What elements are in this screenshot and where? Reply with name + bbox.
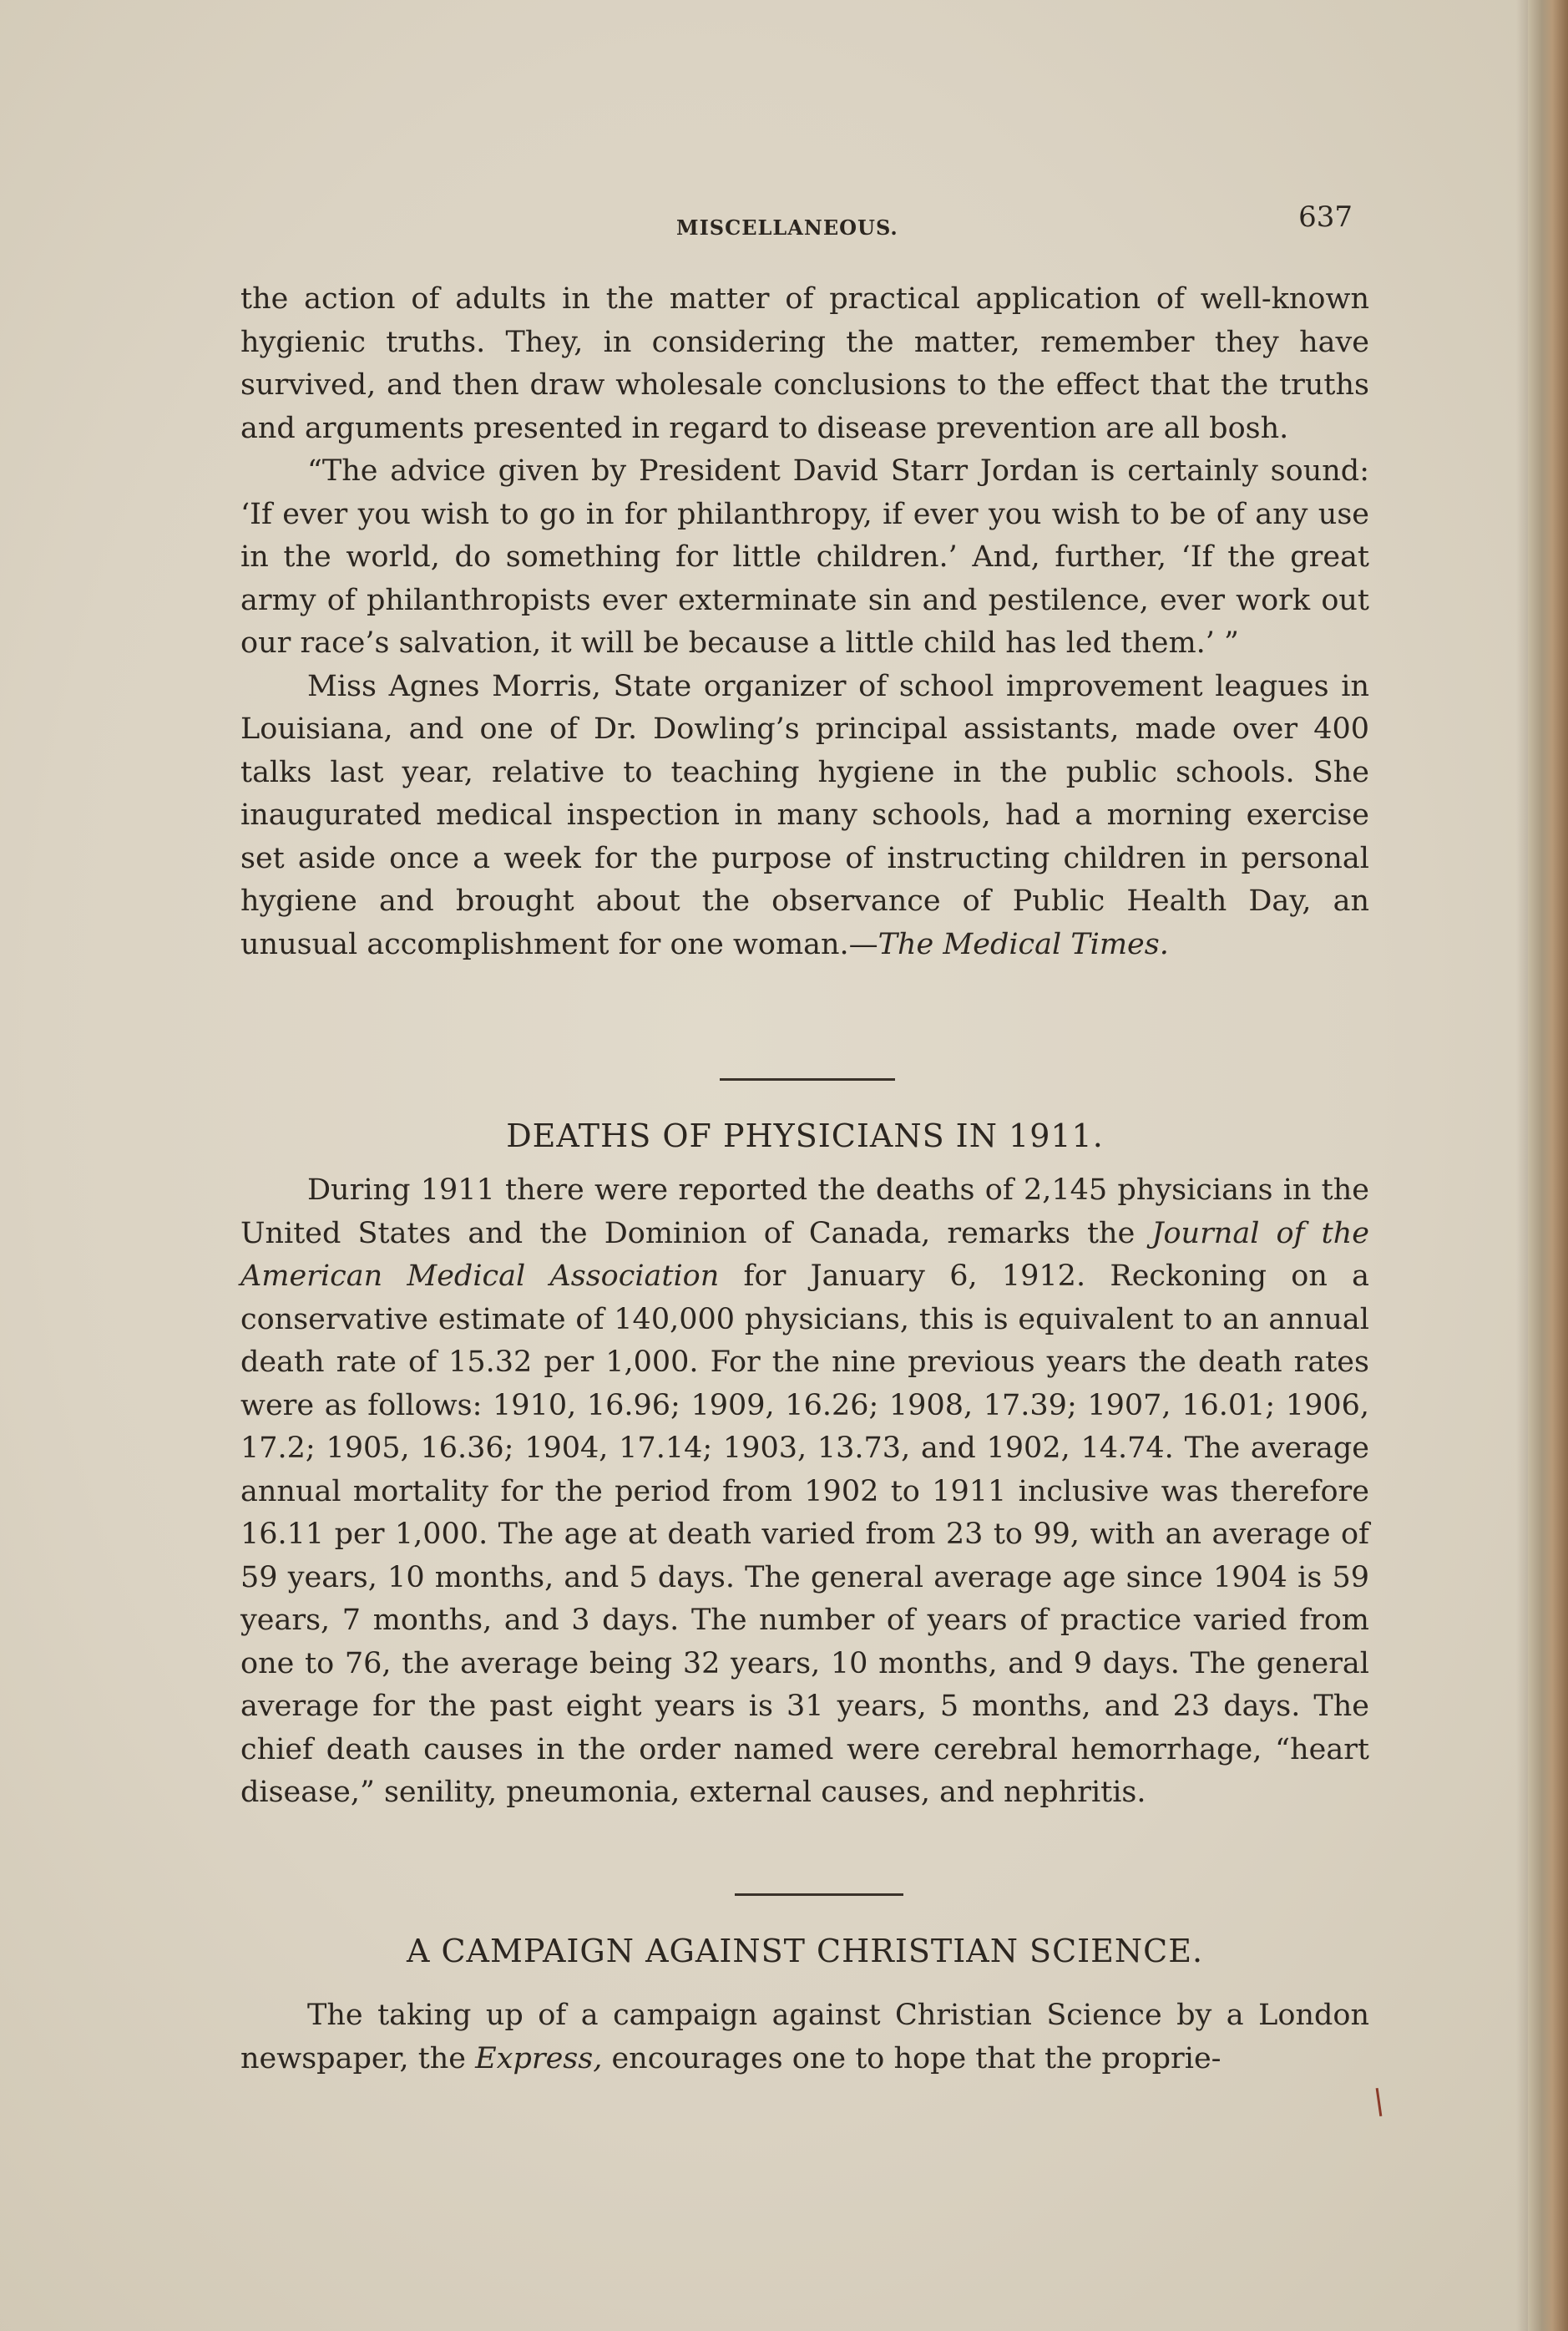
running-head: MISCELLANEOUS. xyxy=(676,215,898,240)
pen-mark xyxy=(1376,2088,1383,2116)
section-deaths-of-physicians xyxy=(240,1169,1369,1815)
heading-deaths-of-physicians: DEATHS OF PHYSICIANS IN 1911. xyxy=(506,1117,1104,1154)
page-gutter-shadow xyxy=(1516,0,1528,2331)
deaths-text-b: for January 6, 1912. Reckoning on a conservative estimate of 140,000 physicians, this is equivalent to an annual death rate of 15.32 per 1,000. For the nine previous years the death rates were as follows: 1910, 16.96; 1909, 16.26; 1908, 17.39; 1907, 16.01; 1906, 17.2; 1905, 16.36; 1904, 17.14; 1903, 13.73, and 1902, 14.74. The average annual mortality for the period from 1902 to 1911 inclusive was therefore 16.11 per 1,000. The age at death varied from 23 to 99, with an average of 59 years, 10 months, and 5 days. The general average age since 1904 is 59 years, 7 months, and 3 days. The number of years of practice varied from one to 76, the average being 32 years, 10 months, and 9 days. The general average for the past eight years is 31 years, 5 months, and 23 days. The chief death causes in the order named were cerebral hemorrhage, “heart disease,” senility, pneumonia, external causes, and nephritis. xyxy=(240,1259,1370,1809)
newspaper-name: Express, xyxy=(475,2041,603,2075)
journal-title: Journal of the American Medical Association xyxy=(240,1216,1370,1293)
source-citation: The Medical Times. xyxy=(878,927,1169,961)
campaign-text-a: The taking up of a campaign against Christian Science by a London newspaper, the xyxy=(240,1999,1369,2075)
page-number: 637 xyxy=(1298,200,1353,234)
section-continued-text xyxy=(240,278,1369,966)
book-spine xyxy=(1528,0,1568,2331)
section-campaign xyxy=(240,1994,1369,2080)
deaths-paragraph xyxy=(240,1169,1369,1815)
section-divider-1 xyxy=(720,1078,895,1081)
paragraph-3-text: Miss Agnes Morris, State organizer of school improvement leagues in Louisiana, and one of Dr. Dowling’s principal assistants, made over 400 talks last year, relative to teaching hygiene in the public schools. She inaugurated medical inspection in many schools, had a morning exercise set aside once a week for the purpose of instructing children in personal hygiene and brought about the observance of Public Health Day, an unusual accomplishment for one woman.— xyxy=(240,669,1369,961)
deaths-text-a: During 1911 there were reported the deaths of 2,145 physicians in the United States and the Dominion of Canada, remarks the xyxy=(240,1173,1369,1250)
campaign-paragraph xyxy=(240,1994,1369,2080)
paragraph-3 xyxy=(240,666,1369,967)
heading-campaign-christian-science: A CAMPAIGN AGAINST CHRISTIAN SCIENCE. xyxy=(406,1933,1204,1969)
page-header xyxy=(242,200,1361,251)
paragraph-1: the action of adults in the matter of practical application of well-known hygienic truths. They, in considering the matter, remember they have survived, and then draw wholesale conclusions to the effect that the truths and arguments presented in regard to disease prevention are all bosh. xyxy=(240,282,1369,445)
campaign-text-b: encourages one to hope that the proprie- xyxy=(602,2041,1222,2075)
paragraph-2-quote: “The advice given by President David Starr Jordan is certainly sound: ‘If ever you wish to go in for philanthropy, if ever you wish to be of any use in the world, do something for little children.’ And, further, ‘If the great army of philanthropists ever exterminate sin and pestilence, ever work out our race’s salvation, it will be because a little child has led them.’ ” xyxy=(240,454,1369,660)
section-divider-2 xyxy=(735,1893,903,1896)
